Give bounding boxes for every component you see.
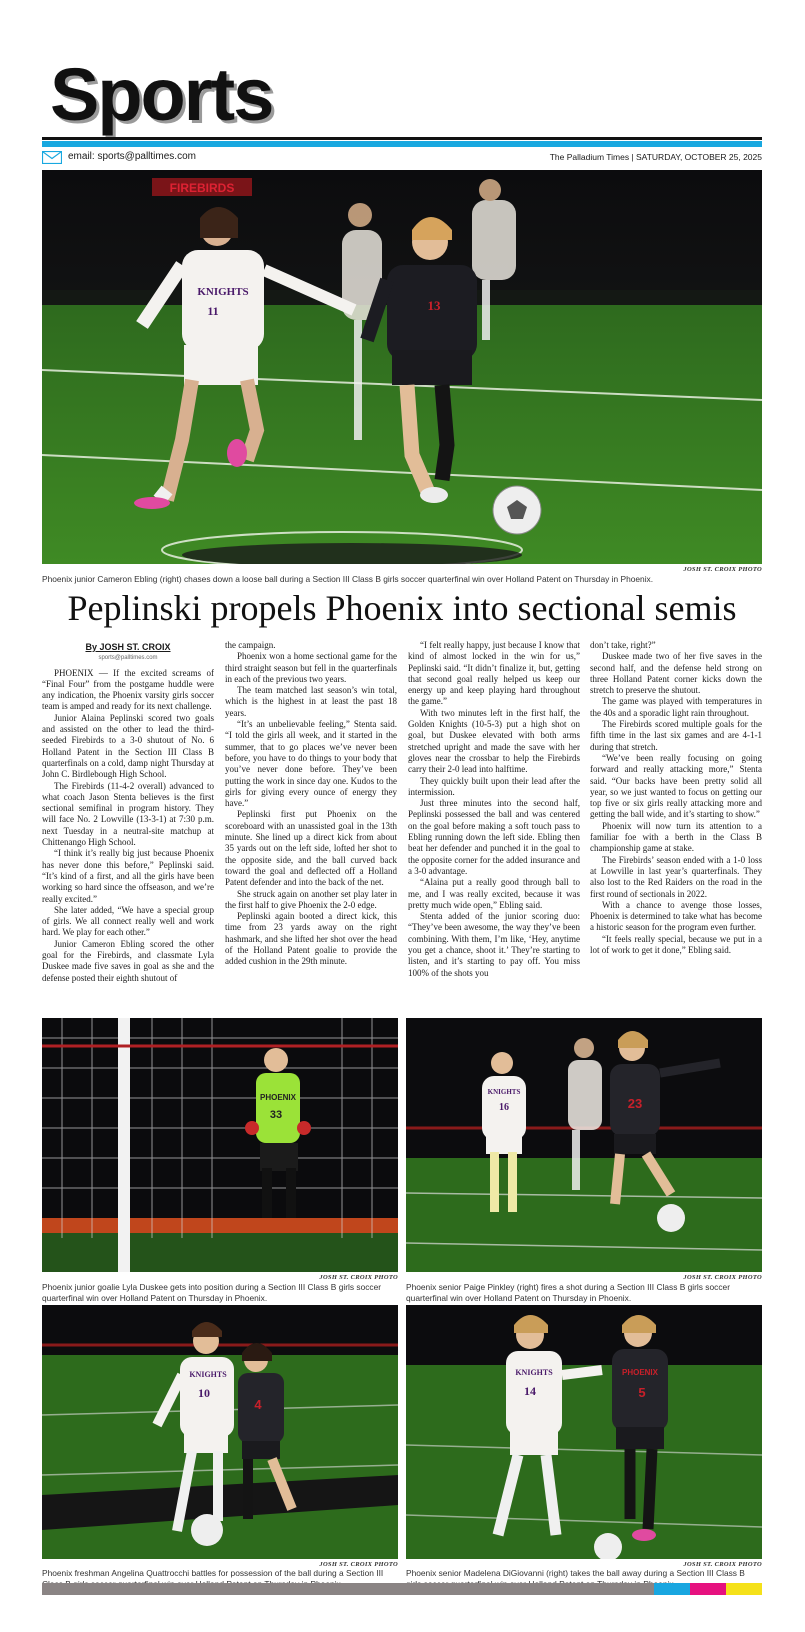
article-column-1	[42, 640, 214, 984]
paragraph: Junior Cameron Ebling scored the other goal for the Firebirds, and classmate Lyla Duskee made five saves in goal as she and the defense posted their eighth shutout of	[42, 938, 214, 983]
white-jersey-number: 10	[198, 1386, 210, 1400]
pinkley-photo	[406, 1018, 762, 1272]
goalie-photo	[42, 1018, 398, 1272]
paragraph: They quickly built upon their lead after the intermission.	[408, 775, 580, 797]
paragraph: PHOENIX — If the excited screams of “Final Four” from the postgame huddle were any indication, the Phoenix varsity girls soccer team is amped and ready for its next challenge.	[42, 667, 214, 712]
goalie-photo-caption: Phoenix junior goalie Lyla Duskee gets into position during a Section III Class B girls soccer quarterfinal win over Holland Patent on Thursday in Phoenix.	[42, 1282, 382, 1303]
footer-color-bar	[42, 1583, 762, 1595]
black-jersey-number: 13	[427, 298, 441, 313]
white-jersey-text: KNIGHTS	[197, 286, 249, 298]
pinkley-photo-caption: Phoenix senior Paige Pinkley (right) fires a shot during a Section III Class B girls soccer quarterfinal win over Holland Patent on Thursday in Phoenix.	[406, 1282, 730, 1303]
paragraph: With a chance to avenge those losses, Phoenix is determined to take what has become a historic season for the program even further.	[590, 899, 762, 933]
paragraph: “It’s an unbelievable feeling,” Stenta said. “I told the girls all week, and it started in the summer, that to go places we’ve never been before, you have to do things to your body that you’ve never done before. They’ve been putting the work in since day one. Kudos to the girls for giving every ounce of energy they have.”	[225, 719, 397, 809]
main-photo-caption: Phoenix junior Cameron Ebling (right) chases down a loose ball during a Section III Class B girls soccer quarterfinal win over Holland Patent on Thursday in Phoenix.	[42, 574, 654, 584]
contact-row	[42, 150, 762, 166]
footer-magenta-block	[690, 1583, 726, 1595]
black-jersey-number: 23	[627, 1096, 643, 1111]
digiovanni-photo-credit: JOSH ST. CROIX PHOTO	[683, 1561, 762, 1568]
article-column-3	[408, 640, 580, 979]
paragraph: “It feels really special, because we put in a lot of work to get it done,” Ebling said.	[590, 933, 762, 956]
issue-date: SATURDAY, OCTOBER 25, 2025	[636, 152, 762, 162]
paragraph: She struck again on another set play later in the first half to give Phoenix the 2-0 edge.	[225, 888, 397, 910]
white-jersey-text: KNIGHTS	[487, 1088, 521, 1096]
footer-cyan-block	[654, 1583, 690, 1595]
paragraph: “I felt really happy, just because I know that kind of almost locked in the win for us,” Peplinski said. “It didn’t finalize it, but, getting that second goal really helped us keep our energy up and keep playing hard throughout the game.”	[408, 640, 580, 707]
paragraph: the campaign.	[225, 640, 276, 650]
paragraph: “We’ve been really focusing on going forward and really attacking more,” Stenta said. “Our backs have been pretty solid all year, so we just wanted to focus on getting our top five or six girls really attacking more and getting the ball wide, and it’s starting to show.”	[590, 752, 762, 820]
paragraph: The Firebirds’ season ended with a 1-0 loss at Lowville in last year’s quarterfinals. They also lost to the Red Raiders on the road in the first round of sectionals in 2022.	[590, 854, 762, 899]
banner-text: FIREBIRDS	[169, 181, 235, 195]
paragraph: “I think it’s really big just because Phoenix has never done this before,” Peplinski said. “It’s kind of a first, and all the girls have been working so hard since the offseason, and we’re really excited.”	[42, 848, 214, 904]
paragraph: Peplinski again booted a direct kick, this time from 23 yards away on the right hashmark, and she lifted her shot over the head of the Holland Patent goalie to provide the added cushion in the 29th minute.	[225, 911, 397, 967]
main-photo-credit: JOSH ST. CROIX PHOTO	[683, 566, 762, 573]
footer-grey-block	[42, 1583, 654, 1595]
quattrocchi-photo-credit: JOSH ST. CROIX PHOTO	[319, 1561, 398, 1568]
paragraph: The team matched last season’s win total, which is the highest in at least the past 18 years.	[225, 685, 397, 718]
byline-author: By JOSH ST. CROIX	[85, 642, 171, 652]
paragraph: Stenta added of the junior scoring duo: “They’ve been awesome, the way they’ve been combining. With them, I’m like, ‘Hey, anytime you get a chance, shoot it.’ They’re starting to listen, and it’s starting to pay off. You miss 100% of the shots you	[408, 911, 580, 978]
main-photo	[42, 170, 762, 564]
paragraph: Just three minutes into the second half, Peplinski possessed the ball and was centered on the goal before making a soft touch pass to Ebling running down the left side. Ebling then beat her defender and punched it in the goal to the opposite corner for the added insurance and a 3-0 advantage.	[408, 798, 580, 876]
paragraph: Junior Alaina Peplinski scored two goals and assisted on the other to lead the third-seeded Firebirds to a 3-0 shutout of No. 6 Holland Patent in the Section III Class B quarterfinals on a cold, damp night Thursday at John C. Birdlebough High School.	[42, 712, 214, 780]
article-column-4	[590, 640, 762, 956]
white-jersey-number: 14	[524, 1384, 536, 1398]
quattrocchi-photo-caption: Phoenix freshman Angelina Quattrocchi battles for possession of the ball during a Section III	[42, 1568, 384, 1578]
section-title: Sports	[50, 53, 273, 136]
black-jersey-number: 4	[254, 1397, 262, 1412]
black-jersey-text: PHOENIX	[621, 1368, 659, 1377]
dateline	[550, 152, 762, 162]
paragraph: Duskee made two of her five saves in the second half, and the defense held strong on three Holland Patent corner kicks down the stretch to preserve the shutout.	[590, 651, 762, 696]
white-jersey-text: KNIGHTS	[189, 1370, 227, 1379]
soccer-ball	[191, 1514, 223, 1546]
masthead-rule-blue	[42, 141, 762, 147]
paragraph: The Firebirds scored multiple goals for the fifth time in the last six games and are 4-1-1 during that stretch.	[590, 719, 762, 752]
paragraph: Peplinski first put Phoenix on the scoreboard with an unassisted goal in the 13th minute. She lined up a direct kick from about 35 yards out on the left side, lofted her shot to the opposite side, and the ball curved back toward the goal and deflected off a Holland Patent defender and into the back of the net.	[225, 809, 397, 888]
white-jersey-number: 11	[207, 304, 219, 318]
paragraph: Phoenix won a home sectional game for the third straight season but fell in the quarterfinals in each of the previous two years.	[225, 651, 397, 684]
pinkley-photo-credit: JOSH ST. CROIX PHOTO	[683, 1274, 762, 1281]
digiovanni-photo	[406, 1305, 762, 1559]
soccer-ball	[657, 1204, 685, 1232]
dateline-separator: |	[629, 152, 637, 162]
paragraph: Phoenix will now turn its attention to a familiar foe with a berth in the Class B championship game at stake.	[590, 820, 762, 854]
paragraph: She later added, “We have a special group of girls. We all connect really well and work hard. We play for each other.”	[42, 904, 214, 938]
goalie-photo-credit: JOSH ST. CROIX PHOTO	[319, 1274, 398, 1281]
paper-name: The Palladium Times	[549, 152, 630, 162]
quattrocchi-photo	[42, 1305, 398, 1559]
byline-email[interactable]: sports@palltimes.com	[98, 655, 158, 662]
white-jersey-text: KNIGHTS	[515, 1368, 553, 1377]
goalie-jersey-text: PHOENIX	[259, 1093, 297, 1102]
contact-email[interactable]: email: sports@palltimes.com	[68, 151, 196, 162]
article-headline: Peplinski propels Phoenix into sectional semis	[67, 588, 737, 628]
paragraph: With two minutes left in the first half, the Golden Knights (10-5-3) put a high shot on goal, but Duskee elevated with both arms stretched upright and made the save with her gloves near the crossbar to help the Firebirds carry their 2-0 lead into halftime.	[408, 707, 580, 775]
article-column-2	[225, 640, 397, 968]
paragraph: The Firebirds (11-4-2 overall) advanced to what coach Jason Stenta believes is the first sectional semifinal in program history. They will face No. 2 Lowville (13-3-1) at 7:30 p.m. next Tuesday in a neutral-site matchup at Chittenango High School.	[42, 780, 214, 848]
black-jersey-number: 5	[638, 1385, 646, 1400]
white-jersey-number: 16	[499, 1102, 509, 1113]
footer-yellow-block	[726, 1583, 762, 1595]
goalie-jersey-number: 33	[269, 1109, 283, 1121]
masthead-rule-black	[42, 137, 762, 140]
paragraph: don’t take, right?”	[590, 640, 656, 650]
paragraph: The game was played with temperatures in the 40s and a sporadic light rain throughout.	[590, 696, 762, 718]
mail-icon	[42, 151, 62, 164]
digiovanni-photo-caption: Phoenix senior Madelena DiGiovanni (right) takes the ball away during a Section III Class B	[406, 1568, 745, 1578]
paragraph: “Alaina put a really good through ball to me, and I was really excited, because it was pretty much wide open,” Ebling said.	[408, 877, 580, 910]
